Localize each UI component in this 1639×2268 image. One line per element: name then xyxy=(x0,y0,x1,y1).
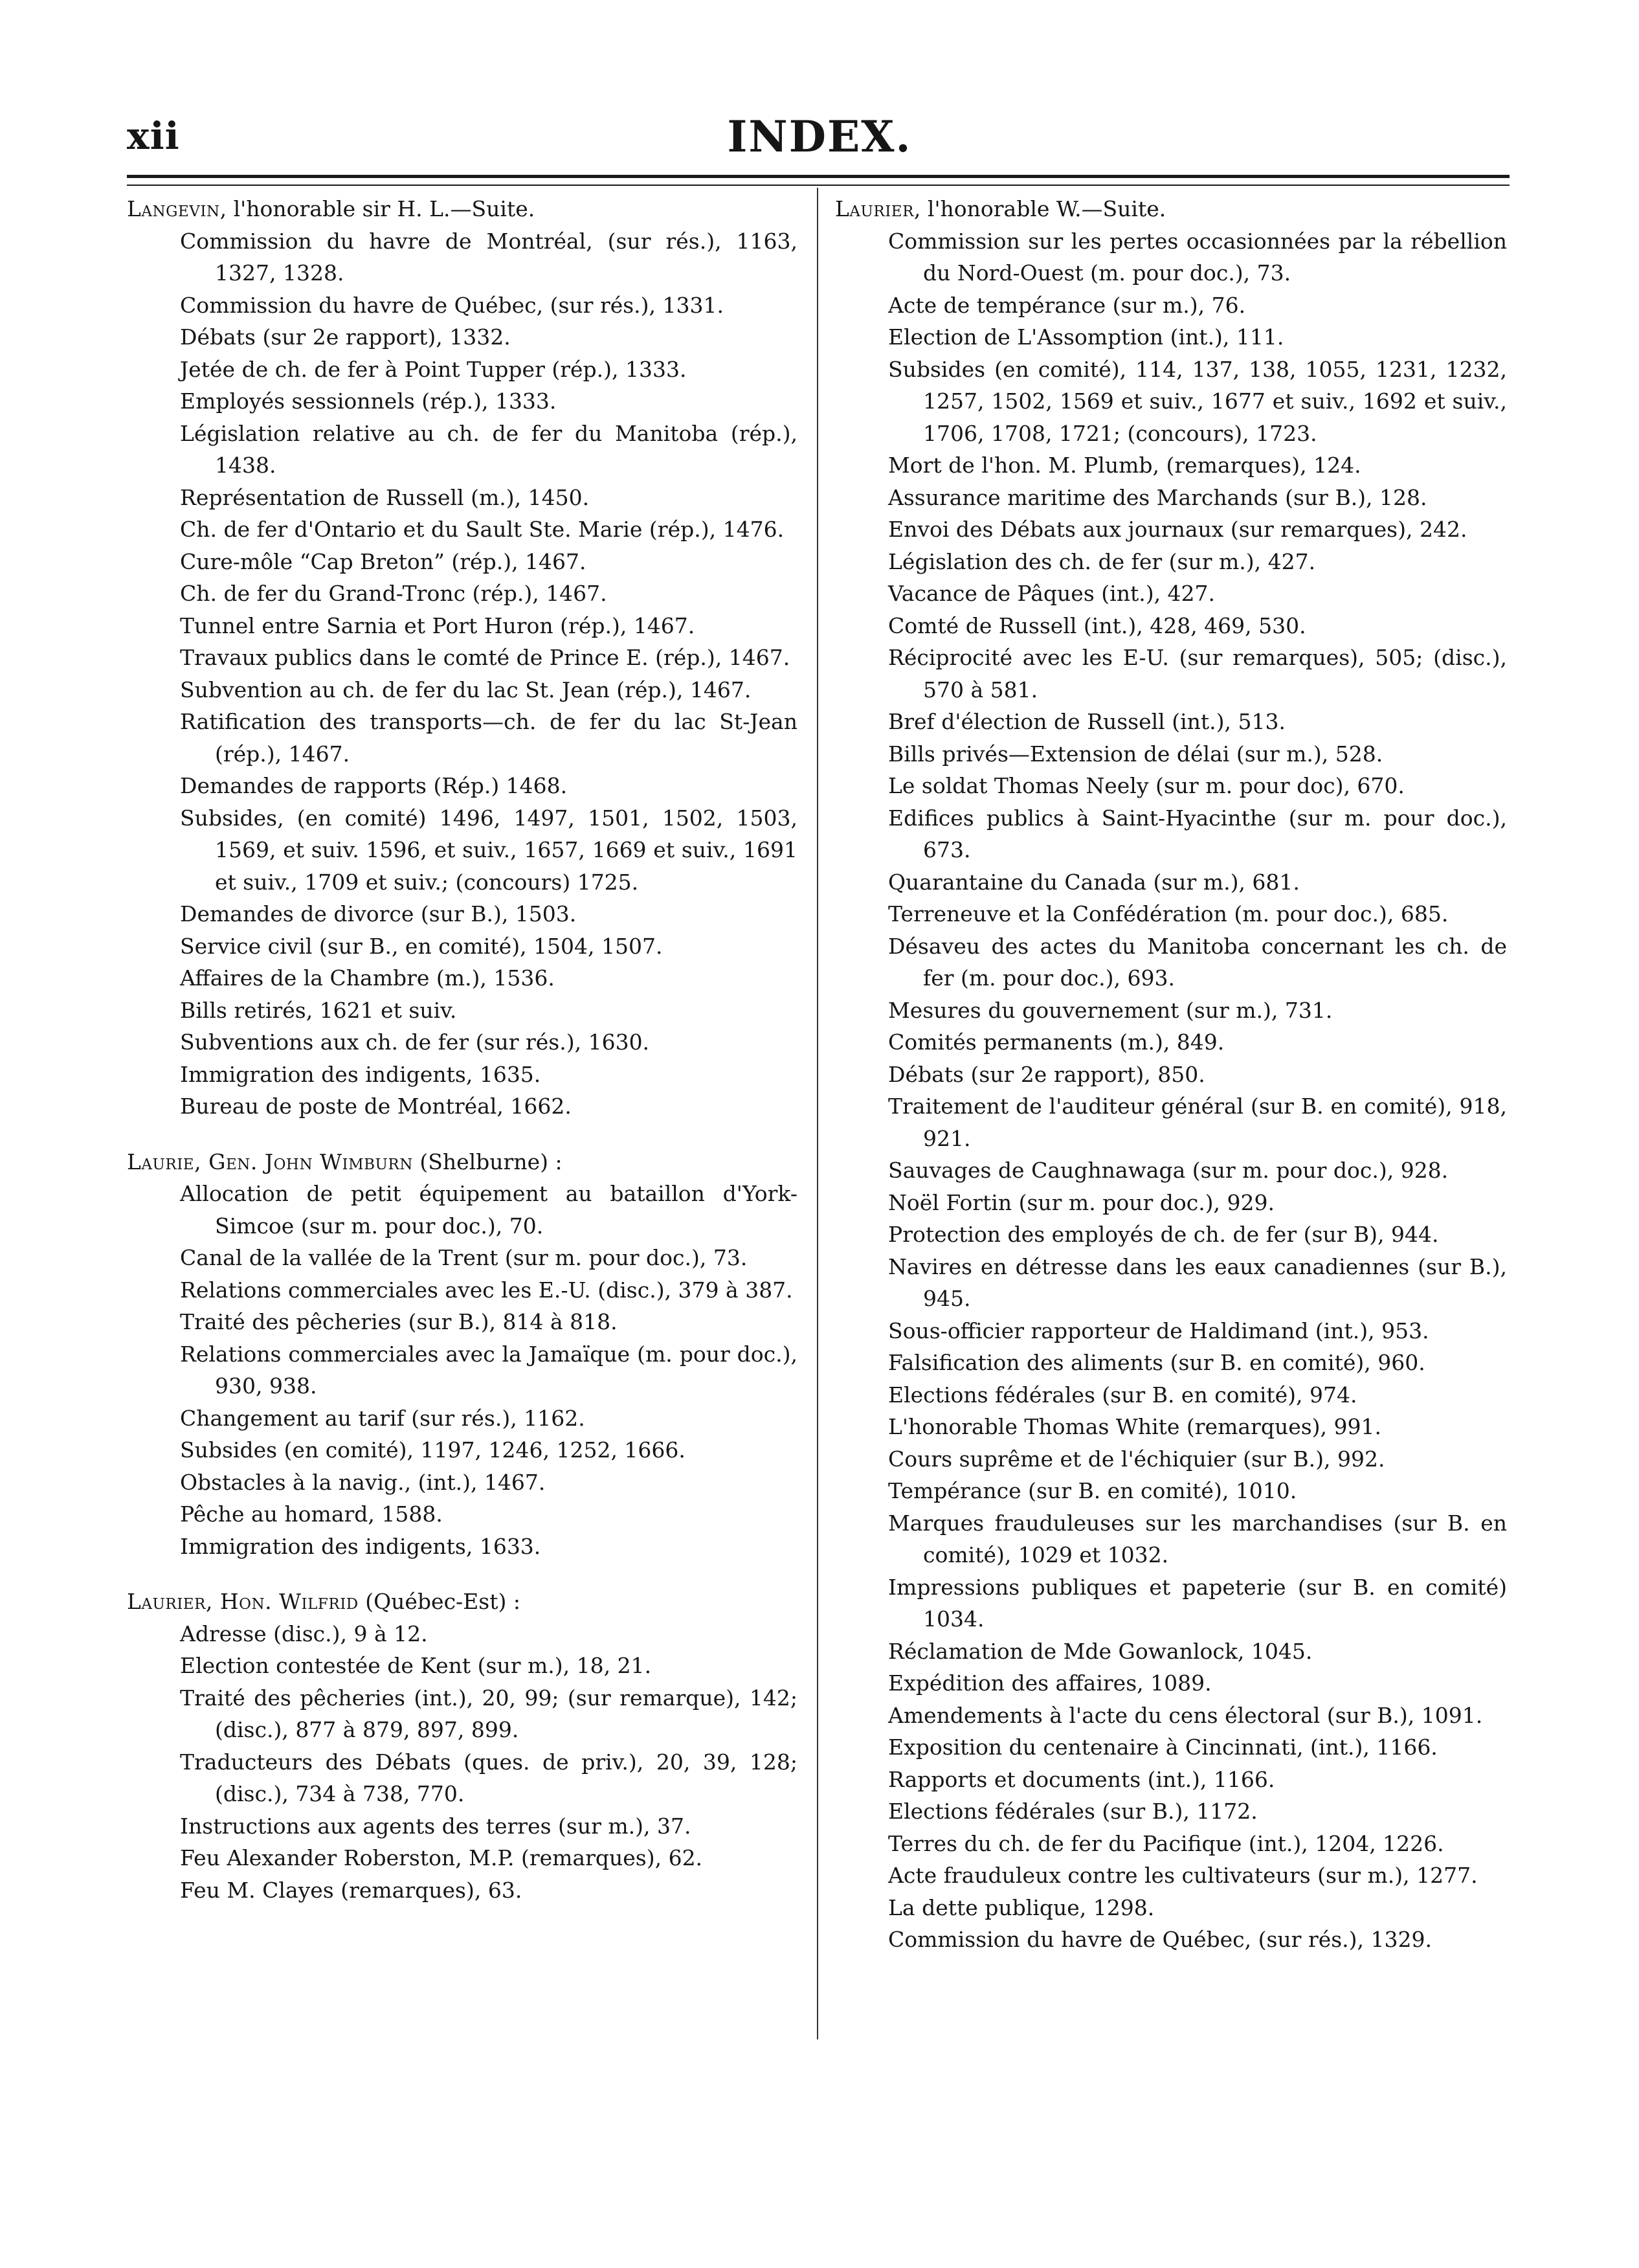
index-entry: Demandes de rapports (Rép.) 1468. xyxy=(180,773,568,798)
index-entry: Impressions publiques et papeterie (sur B. en comité) 1034. xyxy=(888,1574,1507,1632)
index-heading xyxy=(127,1586,797,1618)
index-entry: Election contestée de Kent (sur m.), 18, 21. xyxy=(180,1653,652,1678)
heading-rest: (Québec-Est) : xyxy=(358,1589,520,1614)
index-entry: Expédition des affaires, 1089. xyxy=(888,1670,1212,1696)
index-entry: Service civil (sur B., en comité), 1504, 1507. xyxy=(180,933,663,959)
index-entry: Traité des pêcheries (sur B.), 814 à 818. xyxy=(180,1309,618,1334)
index-entry: Exposition du centenaire à Cincinnati, (int.), 1166. xyxy=(888,1735,1438,1760)
index-entry: Obstacles à la navig., (int.), 1467. xyxy=(180,1469,546,1495)
index-entry: Bills retirés, 1621 et suiv. xyxy=(180,997,457,1023)
index-entry: Rapports et documents (int.), 1166. xyxy=(888,1766,1275,1792)
index-entry: Bureau de poste de Montréal, 1662. xyxy=(180,1094,572,1119)
index-entry: Employés sessionnels (rép.), 1333. xyxy=(180,388,557,414)
heading-rest: (Shelburne) : xyxy=(412,1149,563,1174)
index-block xyxy=(127,193,797,1123)
index-entry: L'honorable Thomas White (remarques), 991. xyxy=(888,1414,1381,1439)
index-entry: Débats (sur 2e rapport), 850. xyxy=(888,1061,1205,1087)
index-entry: Subsides (en comité), 114, 137, 138, 1055, 1231, 1232, 1257, 1502, 1569 et suiv., 1677 et suiv., 1692 et suiv., 1706, 1708, 1721; (concours), 1723. xyxy=(888,356,1507,446)
index-entry: Canal de la vallée de la Trent (sur m. pour doc.), 73. xyxy=(180,1245,748,1270)
index-entry: Assurance maritime des Marchands (sur B.), 128. xyxy=(888,484,1427,510)
index-entry: Quarantaine du Canada (sur m.), 681. xyxy=(888,869,1300,895)
index-entry: Amendements à l'acte du cens électoral (sur B.), 1091. xyxy=(888,1702,1483,1728)
index-entry: Cure-môle “Cap Breton” (rép.), 1467. xyxy=(180,548,586,574)
index-entry: La dette publique, 1298. xyxy=(888,1894,1155,1920)
index-entry: Législation des ch. de fer (sur m.), 427. xyxy=(888,548,1316,574)
index-entry: Allocation de petit équipement au bataillon d'York-Simcoe (sur m. pour doc.), 70. xyxy=(180,1181,797,1239)
heading-name: Laurie, Gen. John Wimburn xyxy=(127,1149,413,1174)
index-entry: Commission sur les pertes occasionnées par la rébellion du Nord-Ouest (m. pour doc.), 73. xyxy=(888,228,1507,286)
index-entry: Edifices publics à Saint-Hyacinthe (sur m. pour doc.), 673. xyxy=(888,805,1507,862)
index-entry: Immigration des indigents, 1633. xyxy=(180,1533,541,1559)
index-entry: Débats (sur 2e rapport), 1332. xyxy=(180,324,511,350)
heading-name: Laurier xyxy=(835,196,914,221)
index-entry: Subventions aux ch. de fer (sur rés.), 1630. xyxy=(180,1029,650,1055)
index-entry: Acte frauduleux contre les cultivateurs (sur m.), 1277. xyxy=(888,1863,1478,1888)
index-entry: Tunnel entre Sarnia et Port Huron (rép.), 1467. xyxy=(180,612,695,638)
index-entry: Instructions aux agents des terres (sur m.), 37. xyxy=(180,1813,691,1839)
index-entry: Désaveu des actes du Manitoba concernant les ch. de fer (m. pour doc.), 693. xyxy=(888,933,1507,991)
index-entry: Adresse (disc.), 9 à 12. xyxy=(180,1621,428,1646)
heading-rest: , l'honorable W.—Suite. xyxy=(913,196,1166,221)
index-entry: Mesures du gouvernement (sur m.), 731. xyxy=(888,997,1333,1023)
header-rule xyxy=(127,175,1510,186)
index-entry: Relations commerciales avec les E.-U. (disc.), 379 à 387. xyxy=(180,1277,793,1303)
index-entry: Terres du ch. de fer du Pacifique (int.), 1204, 1226. xyxy=(888,1830,1444,1856)
index-entry: Envoi des Débats aux journaux (sur remarques), 242. xyxy=(888,517,1467,542)
index-entry: Tempérance (sur B. en comité), 1010. xyxy=(888,1478,1297,1503)
index-entry: Acte de tempérance (sur m.), 76. xyxy=(888,292,1246,318)
index-entry: Commission du havre de Montréal, (sur rés.), 1163, 1327, 1328. xyxy=(180,228,797,286)
index-entry: Comités permanents (m.), 849. xyxy=(888,1029,1225,1055)
index-heading xyxy=(127,193,797,225)
index-entry: Réciprocité avec les E-U. (sur remarques), 505; (disc.), 570 à 581. xyxy=(888,645,1507,702)
index-entry: Ratification des transports—ch. de fer du lac St-Jean (rép.), 1467. xyxy=(180,709,797,767)
index-entry: Traducteurs des Débats (ques. de priv.), 20, 39, 128; (disc.), 734 à 738, 770. xyxy=(180,1749,797,1806)
page-title: INDEX. xyxy=(727,111,912,162)
index-entry: Election de L'Assomption (int.), 111. xyxy=(888,324,1284,350)
index-entry: Feu M. Clayes (remarques), 63. xyxy=(180,1877,522,1903)
index-entry: Sauvages de Caughnawaga (sur m. pour doc.), 928. xyxy=(888,1158,1449,1183)
index-entry: Commission du havre de Québec, (sur rés.), 1331. xyxy=(180,292,724,318)
index-entry: Traité des pêcheries (int.), 20, 99; (sur remarque), 142; (disc.), 877 à 879, 897, 899. xyxy=(180,1685,797,1742)
heading-name: Langevin xyxy=(127,196,220,221)
index-entry: Comté de Russell (int.), 428, 469, 530. xyxy=(888,612,1306,638)
index-entry: Le soldat Thomas Neely (sur m. pour doc), 670. xyxy=(888,773,1405,798)
index-entry: Travaux publics dans le comté de Prince E. (rép.), 1467. xyxy=(180,645,790,670)
index-entry: Traitement de l'auditeur général (sur B. en comité), 918, 921. xyxy=(888,1094,1507,1151)
index-entry: Subsides (en comité), 1197, 1246, 1252, 1666. xyxy=(180,1437,686,1463)
index-entry: Elections fédérales (sur B.), 1172. xyxy=(888,1799,1258,1824)
heading-rest: , l'honorable sir H. L.—Suite. xyxy=(219,196,535,221)
index-entry: Navires en détresse dans les eaux canadiennes (sur B.), 945. xyxy=(888,1253,1507,1311)
index-entry: Noël Fortin (sur m. pour doc.), 929. xyxy=(888,1189,1275,1215)
index-heading xyxy=(835,193,1507,225)
index-entry: Jetée de ch. de fer à Point Tupper (rép.), 1333. xyxy=(180,356,687,382)
index-entry: Affaires de la Chambre (m.), 1536. xyxy=(180,965,555,991)
index-entry: Ch. de fer du Grand-Tronc (rép.), 1467. xyxy=(180,581,607,606)
index-entry: Bills privés—Extension de délai (sur m.), 528. xyxy=(888,741,1383,767)
heading-name: Laurier, Hon. Wilfrid xyxy=(127,1589,359,1614)
page-number: xii xyxy=(127,114,180,158)
index-entry: Cours suprême et de l'échiquier (sur B.), 992. xyxy=(888,1446,1385,1472)
index-entry: Changement au tarif (sur rés.), 1162. xyxy=(180,1405,585,1431)
index-entry: Immigration des indigents, 1635. xyxy=(180,1061,541,1087)
right-column xyxy=(835,193,1507,1956)
index-entry: Feu Alexander Roberston, M.P. (remarques), 62. xyxy=(180,1845,703,1870)
index-entry: Elections fédérales (sur B. en comité), 974. xyxy=(888,1382,1357,1408)
index-entry: Sous-officier rapporteur de Haldimand (int.), 953. xyxy=(888,1318,1429,1343)
left-column xyxy=(127,193,797,1906)
index-block xyxy=(835,193,1507,1956)
index-entry: Marques frauduleuses sur les marchandises (sur B. en comité), 1029 et 1032. xyxy=(888,1510,1507,1567)
index-entry: Commission du havre de Québec, (sur rés.), 1329. xyxy=(888,1927,1433,1952)
index-entry: Représentation de Russell (m.), 1450. xyxy=(180,484,590,510)
index-block xyxy=(127,1146,797,1563)
index-entry: Vacance de Pâques (int.), 427. xyxy=(888,581,1216,606)
index-entry: Subvention au ch. de fer du lac St. Jean (rép.), 1467. xyxy=(180,677,752,702)
column-divider xyxy=(817,188,818,2039)
index-entry: Pêche au homard, 1588. xyxy=(180,1501,443,1527)
index-entry: Bref d'élection de Russell (int.), 513. xyxy=(888,709,1286,734)
index-entry: Terreneuve et la Confédération (m. pour doc.), 685. xyxy=(888,901,1449,926)
index-entry: Législation relative au ch. de fer du Manitoba (rép.), 1438. xyxy=(180,420,797,478)
index-entry: Relations commerciales avec la Jamaïque (m. pour doc.), 930, 938. xyxy=(180,1341,797,1398)
index-heading xyxy=(127,1146,797,1178)
index-entry: Falsification des aliments (sur B. en comité), 960. xyxy=(888,1350,1425,1375)
index-entry: Ch. de fer d'Ontario et du Sault Ste. Marie (rép.), 1476. xyxy=(180,517,785,542)
index-entry: Demandes de divorce (sur B.), 1503. xyxy=(180,901,577,926)
index-entry: Mort de l'hon. M. Plumb, (remarques), 124. xyxy=(888,453,1361,478)
index-entry: Protection des employés de ch. de fer (sur B), 944. xyxy=(888,1222,1439,1247)
index-entry: Subsides, (en comité) 1496, 1497, 1501, 1502, 1503, 1569, et suiv. 1596, et suiv., 1657, 1669 et suiv., 1691 et suiv., 1709 et suiv.; (concours) 1725. xyxy=(180,805,797,895)
index-entry: Réclamation de Mde Gowanlock, 1045. xyxy=(888,1638,1313,1664)
index-block xyxy=(127,1586,797,1906)
